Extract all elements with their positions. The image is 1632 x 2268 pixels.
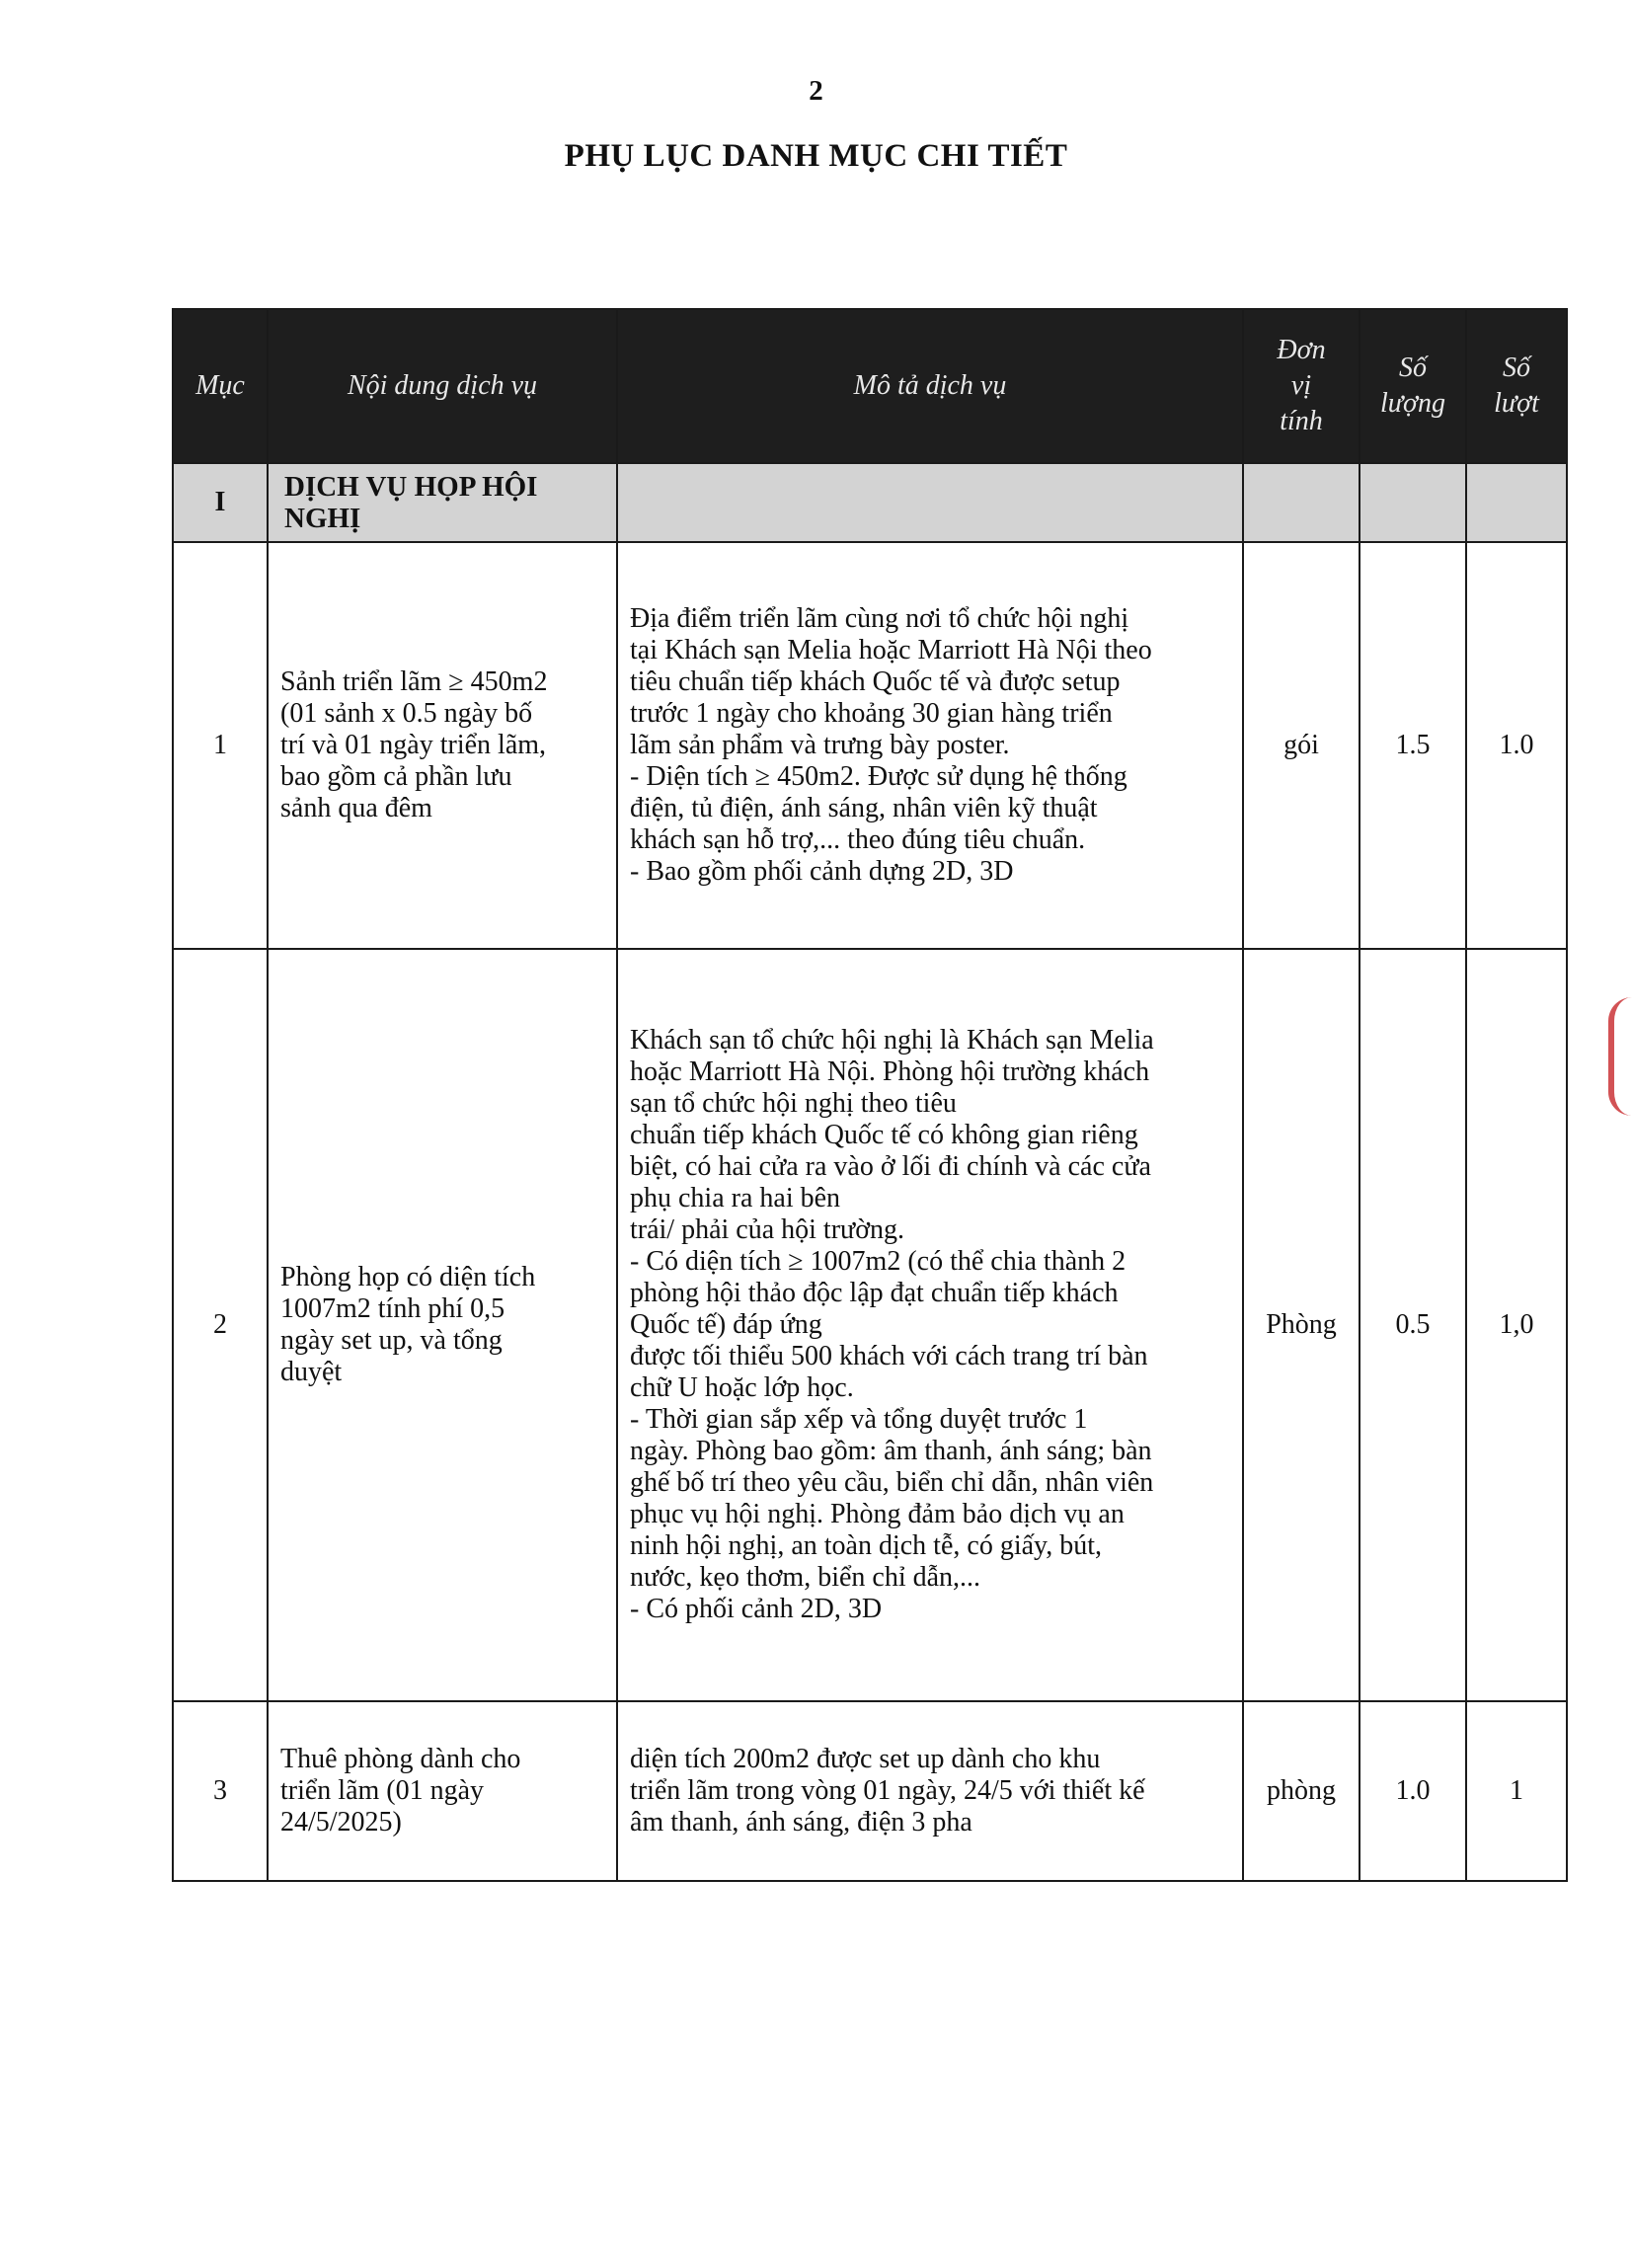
header-noi-dung: Nội dung dịch vụ [268, 309, 617, 463]
section-row [173, 463, 1567, 542]
service-table [172, 308, 1568, 1882]
quantity-cell: 0.5 [1360, 949, 1466, 1701]
section-title: DỊCH VỤ HỌP HỘI NGHỊ [268, 463, 617, 542]
table-row [173, 1701, 1567, 1881]
section-empty-cell [1360, 463, 1466, 542]
document-title: PHỤ LỤC DANH MỤC CHI TIẾT [564, 138, 1068, 174]
header-so-luong: Số lượng [1360, 309, 1466, 463]
section-empty-cell [1243, 463, 1360, 542]
count-cell: 1,0 [1466, 949, 1567, 1701]
unit-cell: Phòng [1243, 949, 1360, 1701]
count-cell: 1 [1466, 1701, 1567, 1881]
row-number: 3 [173, 1701, 268, 1881]
service-description: Địa điểm triển lãm cùng nơi tổ chức hội nghị tại Khách sạn Melia hoặc Marriott Hà Nội theo tiêu chuẩn tiếp khách Quốc tế và được setup trước 1 ngày cho khoảng 30 gian hàng triển lãm sản phẩm và trưng bày poster. - Diện tích ≥ 450m2. Được sử dụng hệ thống điện, tủ điện, ánh sáng, nhân viên kỹ thuật khách sạn hỗ trợ,... theo đúng tiêu chuẩn. - Bao gồm phối cảnh dựng 2D, 3D [617, 542, 1243, 949]
table-row [173, 949, 1567, 1701]
section-number: I [173, 463, 268, 542]
page-number: 2 [809, 75, 823, 107]
header-row [173, 309, 1567, 463]
service-content: Phòng họp có diện tích 1007m2 tính phí 0,5 ngày set up, và tổng duyệt [268, 949, 617, 1701]
header-muc: Mục [173, 309, 268, 463]
quantity-cell: 1.0 [1360, 1701, 1466, 1881]
section-empty-cell [1466, 463, 1567, 542]
unit-cell: gói [1243, 542, 1360, 949]
unit-cell: phòng [1243, 1701, 1360, 1881]
count-cell: 1.0 [1466, 542, 1567, 949]
section-empty-cell [617, 463, 1243, 542]
header-don-vi: Đơn vị tính [1243, 309, 1360, 463]
header-so-luot: Số lượt [1466, 309, 1567, 463]
service-description: Khách sạn tổ chức hội nghị là Khách sạn Melia hoặc Marriott Hà Nội. Phòng hội trường khách sạn tổ chức hội nghị theo tiêu chuẩn tiếp khách Quốc tế có không gian riêng biệt, có hai cửa ra vào ở lối đi chính và các cửa phụ chia ra hai bên trái/ phải của hội trường. - Có diện tích ≥ 1007m2 (có thể chia thành 2 phòng hội thảo độc lập đạt chuẩn tiếp khách Quốc tế) đáp ứng được tối thiểu 500 khách với cách trang trí bàn chữ U hoặc lớp học. - Thời gian sắp xếp và tổng duyệt trước 1 ngày. Phòng bao gồm: âm thanh, ánh sáng; bàn ghế bố trí theo yêu cầu, biển chỉ dẫn, nhân viên phục vụ hội nghị. Phòng đảm bảo dịch vụ an ninh hội nghị, an toàn dịch tễ, có giấy, bút, nước, kẹo thơm, biển chỉ dẫn,... - Có phối cảnh 2D, 3D [617, 949, 1243, 1701]
stamp-edge-mark [1608, 997, 1632, 1116]
service-content: Sảnh triển lãm ≥ 450m2 (01 sảnh x 0.5 ngày bố trí và 01 ngày triển lãm, bao gồm cả phần lưu sảnh qua đêm [268, 542, 617, 949]
row-number: 1 [173, 542, 268, 949]
service-content: Thuê phòng dành cho triển lãm (01 ngày 24/5/2025) [268, 1701, 617, 1881]
row-number: 2 [173, 949, 268, 1701]
header-mo-ta: Mô tả dịch vụ [617, 309, 1243, 463]
table-row [173, 542, 1567, 949]
quantity-cell: 1.5 [1360, 542, 1466, 949]
service-description: diện tích 200m2 được set up dành cho khu triển lãm trong vòng 01 ngày, 24/5 với thiết kế âm thanh, ánh sáng, điện 3 pha [617, 1701, 1243, 1881]
